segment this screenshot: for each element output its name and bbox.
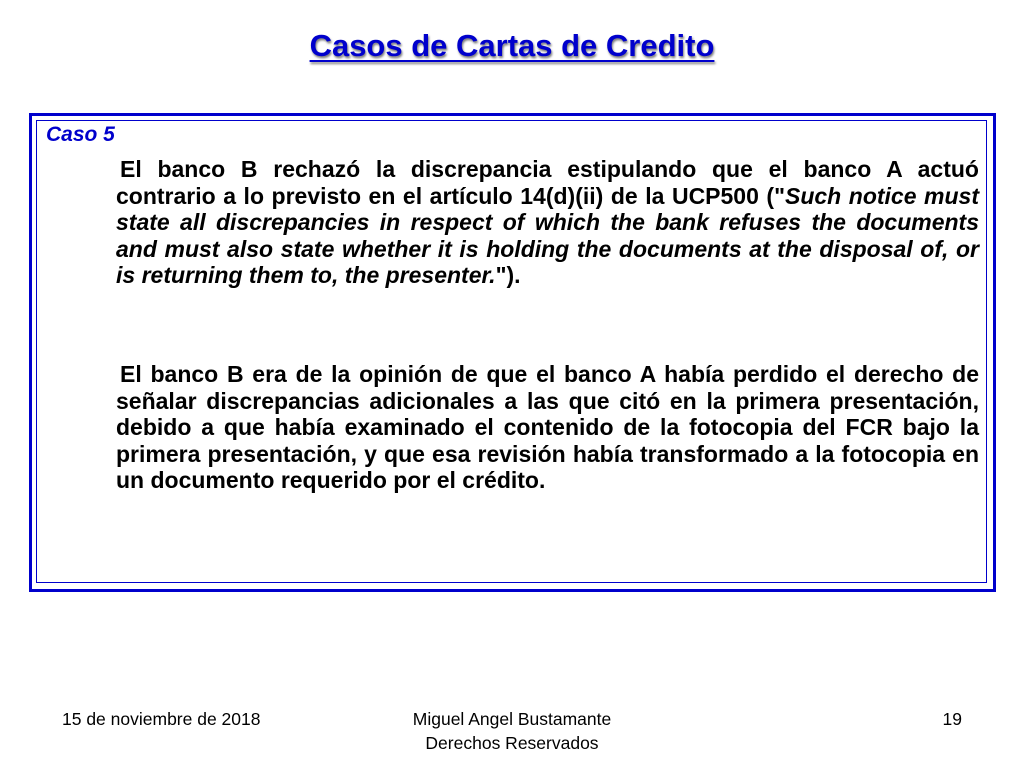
footer-rights: Derechos Reservados [425,733,599,753]
paragraph-2: El banco B era de la opinión de que el banco A había perdido el derecho de señalar discrepancias adicionales a las que citó en la primera presentación, debido a que había examinado el contenido de la fotocopia del FCR bajo la primera presentación, y que esa revisión había transformado a la fotocopia en un documento requerido por el crédito. [116,361,979,493]
page-number: 19 [942,709,962,729]
paragraph-1-start: El banco B rechazó la discrepancia estipulando que el banco A actuó contrario a lo previsto en el artículo 14(d)(ii) de la UCP500 (" [116,156,979,209]
paragraph-1-quote: Such notice must state all discrepancies in respect of which the bank refuses the documents and must also state whether it is holding the documents at the disposal of, or is returning them to, the presenter. [116,182,979,288]
paragraph-1-end: "). [495,262,521,288]
case-label: Caso 5 [46,123,115,146]
footer-date: 15 de noviembre de 2018 [62,709,261,729]
footer-author [362,707,662,755]
footer-author-name: Miguel Angel Bustamante [412,709,612,729]
slide-title: Casos de Cartas de Credito [309,28,715,63]
paragraph-1 [116,156,979,289]
